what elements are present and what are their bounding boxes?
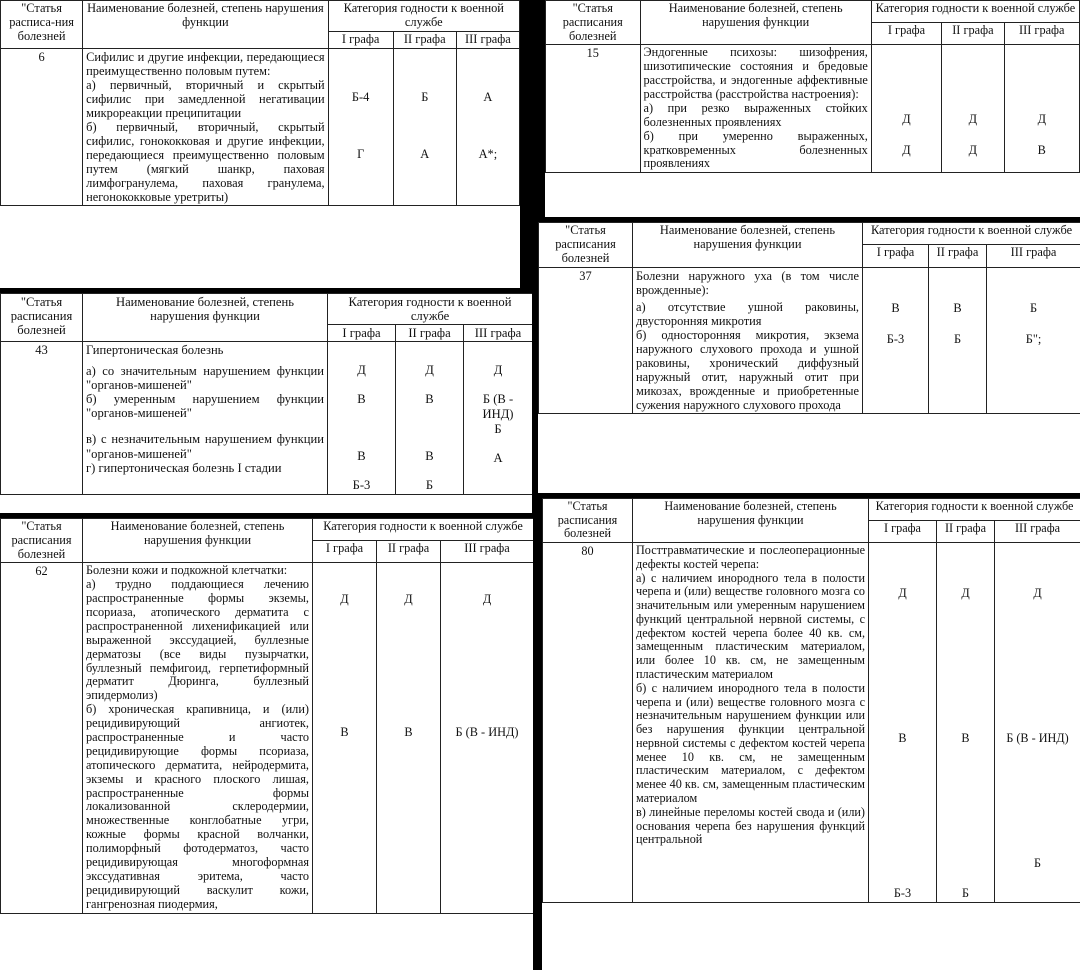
cat-d1: Б-3 xyxy=(352,478,371,493)
cat-a2: Д xyxy=(961,585,970,600)
cat-b2: Д xyxy=(968,143,978,158)
cat-b1: Д xyxy=(902,143,911,158)
cat-b1: В xyxy=(340,725,349,740)
cat-a1: Д xyxy=(357,363,366,378)
cat-b2: Б xyxy=(953,331,962,346)
category-header: Категория годности к военной службе xyxy=(313,519,534,541)
col3-header: III графа xyxy=(464,325,533,342)
subitem-c: в) линейные переломы костей свода и (или) основания черепа без нарушения функций центральной xyxy=(636,804,865,847)
col1-header: I графа xyxy=(328,31,393,48)
article-number: 6 xyxy=(1,48,83,205)
category-col2 xyxy=(396,342,464,495)
col3-header: III графа xyxy=(995,520,1080,542)
col2-header: II графа xyxy=(393,31,456,48)
category-col3 xyxy=(456,48,519,205)
article-header: "Статья расписания болезней xyxy=(546,1,641,45)
cat-a3: Д xyxy=(1033,585,1042,600)
cat-b1: Б-3 xyxy=(886,331,905,346)
subitem-b: б) односторонняя микротия, экзема наружного слухового прохода и ушной раковины, хронический диффузный наружный отит, наружный отит при микозах, врожденные и приобретенные сужения наружного слухового прохода xyxy=(636,327,859,412)
article-number: 37 xyxy=(539,267,633,413)
cat-c2: В xyxy=(425,449,434,464)
col2-header: II графа xyxy=(929,245,987,267)
col2-header: II графа xyxy=(377,541,441,563)
disease-description xyxy=(640,45,871,173)
col1-header: I графа xyxy=(869,520,937,542)
category-col3 xyxy=(441,563,534,913)
disease-intro: Сифилис и другие инфекции, передающиеся преимущественно половым путем: xyxy=(86,49,325,78)
cat-b3: В xyxy=(1037,143,1046,158)
cat-b1: В xyxy=(357,392,366,407)
disease-table xyxy=(542,498,1080,903)
category-col2 xyxy=(937,542,995,902)
category-col1 xyxy=(869,542,937,902)
subitem-b: б) при умеренно выраженных, кратковременных болезненных проявлениях xyxy=(643,128,868,171)
cat-a1: Д xyxy=(902,112,911,127)
name-header: Наименование болезней, степень нарушения функции xyxy=(633,499,869,543)
article-number: 43 xyxy=(1,342,83,495)
subitem-a: а) первичный, вторичный и скрытый сифилис при замедленной негативации микрореакции преципитации xyxy=(86,77,325,120)
table-panel-article-6 xyxy=(0,0,520,288)
col2-header: II графа xyxy=(942,23,1004,45)
disease-description xyxy=(633,267,863,413)
category-col1 xyxy=(328,48,393,205)
category-col3 xyxy=(464,342,533,495)
disease-intro: Гипертоническая болезнь xyxy=(86,343,224,358)
cat-d2: Б xyxy=(425,478,434,493)
disease-intro: Посттравматические и послеоперационные дефекты костей черепа: xyxy=(636,542,865,571)
col2-header: II графа xyxy=(937,520,995,542)
cat-a3: Д xyxy=(1037,112,1046,127)
cat-c1: Б-3 xyxy=(893,885,912,900)
col1-header: I графа xyxy=(313,541,377,563)
article-number: 80 xyxy=(543,542,633,902)
subitem-b: б) первичный, вторичный, скрытый сифилис, гонококковая и другие инфекции, передающиеся преимущественно половым путем (мягкий шанкр, паховая лимфогранулема, паховая гранулема, негонококковые уретриты) xyxy=(86,119,325,204)
col3-header: III графа xyxy=(456,31,519,48)
disease-intro: Эндогенные психозы: шизофрения, шизотипические состояния и бредовые расстройства, и эндогенные аффективные расстройства (расстройства настроения): xyxy=(643,45,868,101)
category-col2 xyxy=(929,267,987,413)
cat-b3: А*; xyxy=(478,146,498,161)
category-col1 xyxy=(863,267,929,413)
cat-b2: А xyxy=(420,146,430,161)
table-panel-article-37 xyxy=(538,222,1080,493)
category-col2 xyxy=(393,48,456,205)
cat-a2: Д xyxy=(968,112,978,127)
col2-header: II графа xyxy=(396,325,464,342)
cat-a2: Д xyxy=(425,363,434,378)
cat-a2: Д xyxy=(404,592,413,607)
category-col1 xyxy=(871,45,941,173)
category-col1 xyxy=(328,342,396,495)
cat-b2: В xyxy=(425,392,434,407)
cat-a3: Д xyxy=(482,592,492,607)
table-panel-article-15 xyxy=(545,0,1080,217)
category-header: Категория годности к военной службе xyxy=(328,294,533,325)
article-header: "Статья расписания болезней xyxy=(543,499,633,543)
cat-b2: В xyxy=(404,725,413,740)
cat-a1: Д xyxy=(898,585,907,600)
col3-header: III графа xyxy=(441,541,534,563)
cat-c2: Б xyxy=(962,885,969,900)
subitem-b: б) с наличием инородного тела в полости черепа и (или) веществе головного мозга с незначительным нарушением функции или без нарушения функции центральной нервной системы с дефектом костей черепа менее 10 кв. см, не замещенным пластическим материалом, с дефектом менее 40 кв. см, замещенным пластическим материалом xyxy=(636,680,865,806)
cat-a2: Б xyxy=(421,89,429,104)
cat-b1: В xyxy=(898,730,907,745)
category-header: Категория годности к военной службе xyxy=(863,223,1080,245)
cat-c3: Б xyxy=(1034,855,1041,870)
subitem-a: а) с наличием инородного тела в полости черепа и (или) веществе головного мозга со значительным или умеренным нарушением функций центральной нервной системы, с дефектом костей черепа более 40 кв. см, замещенным пластическим материалом, или более 10 кв. см, не замещенным пластическим материалом xyxy=(636,570,865,681)
col3-header: III графа xyxy=(987,245,1080,267)
subitem-d: г) гипертоническая болезнь I стадии xyxy=(86,460,282,475)
cat-a3: Д xyxy=(493,363,503,378)
category-col2 xyxy=(942,45,1004,173)
cat-b3: Б (В - ИНД) xyxy=(455,725,519,740)
disease-intro: Болезни кожи и подкожной клетчатки: xyxy=(86,563,288,578)
cat-c3: Б xyxy=(494,422,502,437)
name-header: Наименование болезней, степень нарушения функции xyxy=(83,294,328,342)
col1-header: I графа xyxy=(863,245,929,267)
article-number: 15 xyxy=(546,45,641,173)
table-panel-article-80 xyxy=(542,498,1080,970)
disease-table xyxy=(0,0,520,206)
category-col2 xyxy=(377,563,441,913)
cat-a3: А xyxy=(483,89,493,104)
col1-header: I графа xyxy=(871,23,941,45)
subitem-b: б) хроническая крапивница, и (или) рецидивирующий ангиотек, распространенные и часто рецидивирующие формы псориаза, атопического дерматита, нейродермита, экземы и красного плоского лишая, распространенные формы локализованной склеродермии, множественные конглобатные угри, кожные формы красной волчанки, полиморфный фотодерматоз, часто рецидивирующая многоформная экссудативная эритема, часто рецидивирующий васкулит кожи, гангренозная пиодермия, xyxy=(86,702,309,911)
cat-a2: В xyxy=(953,300,962,315)
article-header: "Статья расписания болезней xyxy=(539,223,633,268)
cat-b3: Б (В - ИНД) xyxy=(1006,730,1069,745)
cat-c1: В xyxy=(357,449,366,464)
subitem-b: б) умеренным нарушением функции "органов-мишеней" xyxy=(86,391,324,421)
name-header: Наименование болезней, степень нарушения функции xyxy=(633,223,863,268)
disease-description xyxy=(83,48,328,205)
subitem-c: в) с незначительным нарушением функции "органов-мишеней" xyxy=(86,432,324,461)
subitem-a: а) трудно поддающиеся лечению распространенные формы экземы, псориаза, атопического дерматита с распространенной лихенификацией или выраженной экссудацией, буллезные дерматозы (все виды пузырчатки, буллезный пемфигоид, герпетиформный дерматит Дюринга, буллезный эпидермолиз) xyxy=(86,577,309,703)
article-header: "Статья расписа-ния болезней xyxy=(1,1,83,49)
table-panel-article-43 xyxy=(0,293,532,513)
subitem-a: а) при резко выраженных стойких болезненных проявлениях xyxy=(643,100,868,129)
col1-header: I графа xyxy=(328,325,396,342)
category-col3 xyxy=(987,267,1080,413)
cat-b1: Г xyxy=(357,146,365,161)
cat-a1: В xyxy=(891,300,900,315)
col3-header: III графа xyxy=(1004,23,1079,45)
cat-d3: А xyxy=(493,451,503,466)
category-header: Категория годности к военной службе xyxy=(328,1,519,32)
disease-table xyxy=(545,0,1080,173)
disease-table xyxy=(0,293,532,495)
cat-b2: В xyxy=(961,730,970,745)
disease-intro: Болезни наружного уха (в том числе врожденные): xyxy=(636,268,859,297)
subitem-a: а) со значительным нарушением функции "органов-мишеней" xyxy=(86,363,324,392)
category-col1 xyxy=(313,563,377,913)
name-header: Наименование болезней, степень нарушения функции xyxy=(83,1,328,49)
article-header: "Статья расписания болезней xyxy=(1,294,83,342)
name-header: Наименование болезней, степень нарушения функции xyxy=(83,519,313,563)
disease-description xyxy=(83,563,313,913)
category-header: Категория годности к военной службе xyxy=(871,1,1079,23)
subitem-a: а) отсутствие ушной раковины, двусторонняя микротия xyxy=(636,299,859,328)
cat-a3: Б xyxy=(1029,300,1038,315)
category-header: Категория годности к военной службе xyxy=(869,499,1080,521)
disease-description xyxy=(633,542,869,902)
cat-b3: Б"; xyxy=(1025,331,1042,346)
name-header: Наименование болезней, степень нарушения функции xyxy=(640,1,871,45)
cat-a1: Б-4 xyxy=(351,89,370,104)
article-header: "Статья расписания болезней xyxy=(1,519,83,563)
article-number: 62 xyxy=(1,563,83,913)
cat-b3: Б (В - ИНД) xyxy=(482,392,514,422)
category-col3 xyxy=(995,542,1080,902)
table-panel-article-62 xyxy=(0,518,533,970)
disease-table xyxy=(0,518,533,914)
category-col3 xyxy=(1004,45,1079,173)
cat-a1: Д xyxy=(340,592,349,607)
disease-description xyxy=(83,342,328,495)
disease-table xyxy=(538,222,1080,414)
